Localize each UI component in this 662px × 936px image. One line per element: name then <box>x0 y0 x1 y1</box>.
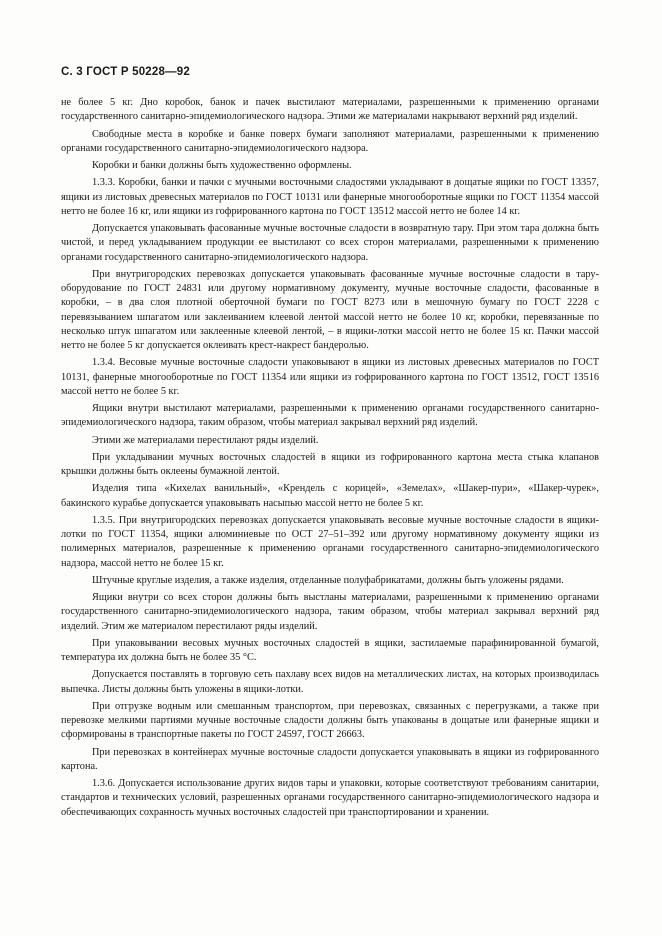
paragraph: При перевозках в контейнерах мучные восточные сладости допускается упаковывать в ящики из гофрированного картона. <box>61 746 599 772</box>
paragraph: Допускается поставлять в торговую сеть пахлаву всех видов на металлических листах, на которых производилась выпечка. Листы должны быть уложены в ящики-лотки. <box>61 669 599 695</box>
paragraph: не более 5 кг. Дно коробок, банок и пачек выстилают материалами, разрешенными к применению органами государственного санитарно-эпидемиологического надзора. Этими же материалами накрывают верхний ряд изделий. <box>61 97 599 123</box>
paragraph: Штучные круглые изделия, а также изделия, отделанные полуфабрикатами, должны быть уложены рядами. <box>92 574 564 586</box>
paragraph: Допускается упаковывать фасованные мучные восточные сладости в возвратную тару. При этом тара должна быть чистой, и перед укладыванием продукции ее выстилают со всех сторон материалами, разрешенными к применению органами государственного санитарно-эпидемиологического надзора. <box>61 223 599 263</box>
paragraph: При укладывании мучных восточных сладостей в ящики из гофрированного картона места стыка клапанов крышки должны быть оклеены бумажной лентой. <box>61 451 599 477</box>
paragraph: Ящики внутри со всех сторон должны быть выстланы материалами, разрешенными к применению органами государственного санитарно-эпидемиологического надзора, таким образом, чтобы материал закрывал верхний ряд изделий. Этим же материалом перестилают ряды изделий. <box>61 592 599 632</box>
paragraph: 1.3.4. Весовые мучные восточные сладости упаковывают в ящики из листовых древесных материалов по ГОСТ 10131, фанерные многооборотные по ГОСТ 11354 или ящики из гофрированного картона по ГОСТ 13512, ГОСТ 13516 массой нетто не более 5 кг. <box>61 357 599 397</box>
paragraph: 1.3.3. Коробки, банки и пачки с мучными восточными сладостями укладывают в дощатые ящики по ГОСТ 13357, ящики из листовых древесных материалов по ГОСТ 10131 или фанерные многооборотные ящики по ГОСТ 11354 массой нетто не более 16 кг, или ящики из гофрированного картона по ГОСТ 13512 массой нетто не более 14 кг. <box>61 177 599 217</box>
paragraph: При отгрузке водным или смешанным транспортом, при перевозках, связанных с перегрузками, а также при перевозке мелкими партиями мучные восточные сладости должны быть упакованы в дощатые или фанерные ящики и сформированы в транспортные пакеты по ГОСТ 24597, ГОСТ 26663. <box>61 700 599 741</box>
paragraph: Ящики внутри выстилают материалами, разрешенными к применению органами государственного санитарно-эпидемиологического надзора, таким образом, чтобы материал закрывал верхний ряд изделий. <box>61 403 599 429</box>
paragraph: Изделия типа «Кихелах ванильный», «Крендель с корицей», «Земелах», «Шакер-пури», «Шакер-чурек», бакинского курабье допускается упаковывать насыпью массой нетто не более 5 кг. <box>61 483 599 509</box>
paragraph: 1.3.5. При внутригородских перевозках допускается упаковывать весовые мучные восточные сладости в ящики-лотки по ГОСТ 11354, ящики алюминиевые по ОСТ 27–51–392 или другому нормативному документу ящики из полимерных материалов, разрешенные к применению органами государственного санитарно-эпидемиологического надзора, массой нетто не более 15 кг. <box>61 514 599 569</box>
paragraph: 1.3.6. Допускается использование других видов тары и упаковки, которые соответствуют требованиям санитарии, стандартов и технических условий, разрешенных органами государственного санитарно-эпидемиологического надзора и обеспечивающих сохранность мучных восточных сладостей при транспортировании и хранении. <box>61 778 599 818</box>
paragraph: При внутригородских перевозках допускается упаковывать фасованные мучные восточные сладости в тару-оборудование по ГОСТ 24831 или другому нормативному документу, мучные восточные сладости, фасованные в коробки, – в два слоя плотной оберточной бумаги по ГОСТ 8273 или в мешочную бумагу по ГОСТ 2228 с перевязыванием шпагатом или заклеиванием клеевой лентой массой нетто не более 10 кг, коробки, перевязанные по несколько штук шпагатом или заклеенные клеевой лентой, – в ящики-лотки массой нетто не более 15 кг. Пачки массой нетто не более 5 кг допускается оклеивать крест-накрест бандеролью. <box>61 268 599 351</box>
paragraph: Этими же материалами перестилают ряды изделий. <box>92 434 319 446</box>
paragraph: При упаковывании весовых мучных восточных сладостей в ящики, застилаемые парафинированной бумагой, температура их должна быть не более 35 °С. <box>61 637 599 663</box>
document-body <box>61 96 599 823</box>
page-header: С. 3 ГОСТ Р 50228—92 <box>61 66 190 78</box>
paragraph: Свободные места в коробке и банке поверх бумаги заполняют материалами, разрешенными к применению органами государственного санитарно-эпидемиологического надзора. <box>61 128 599 154</box>
paragraph: Коробки и банки должны быть художественно оформлены. <box>92 160 352 171</box>
